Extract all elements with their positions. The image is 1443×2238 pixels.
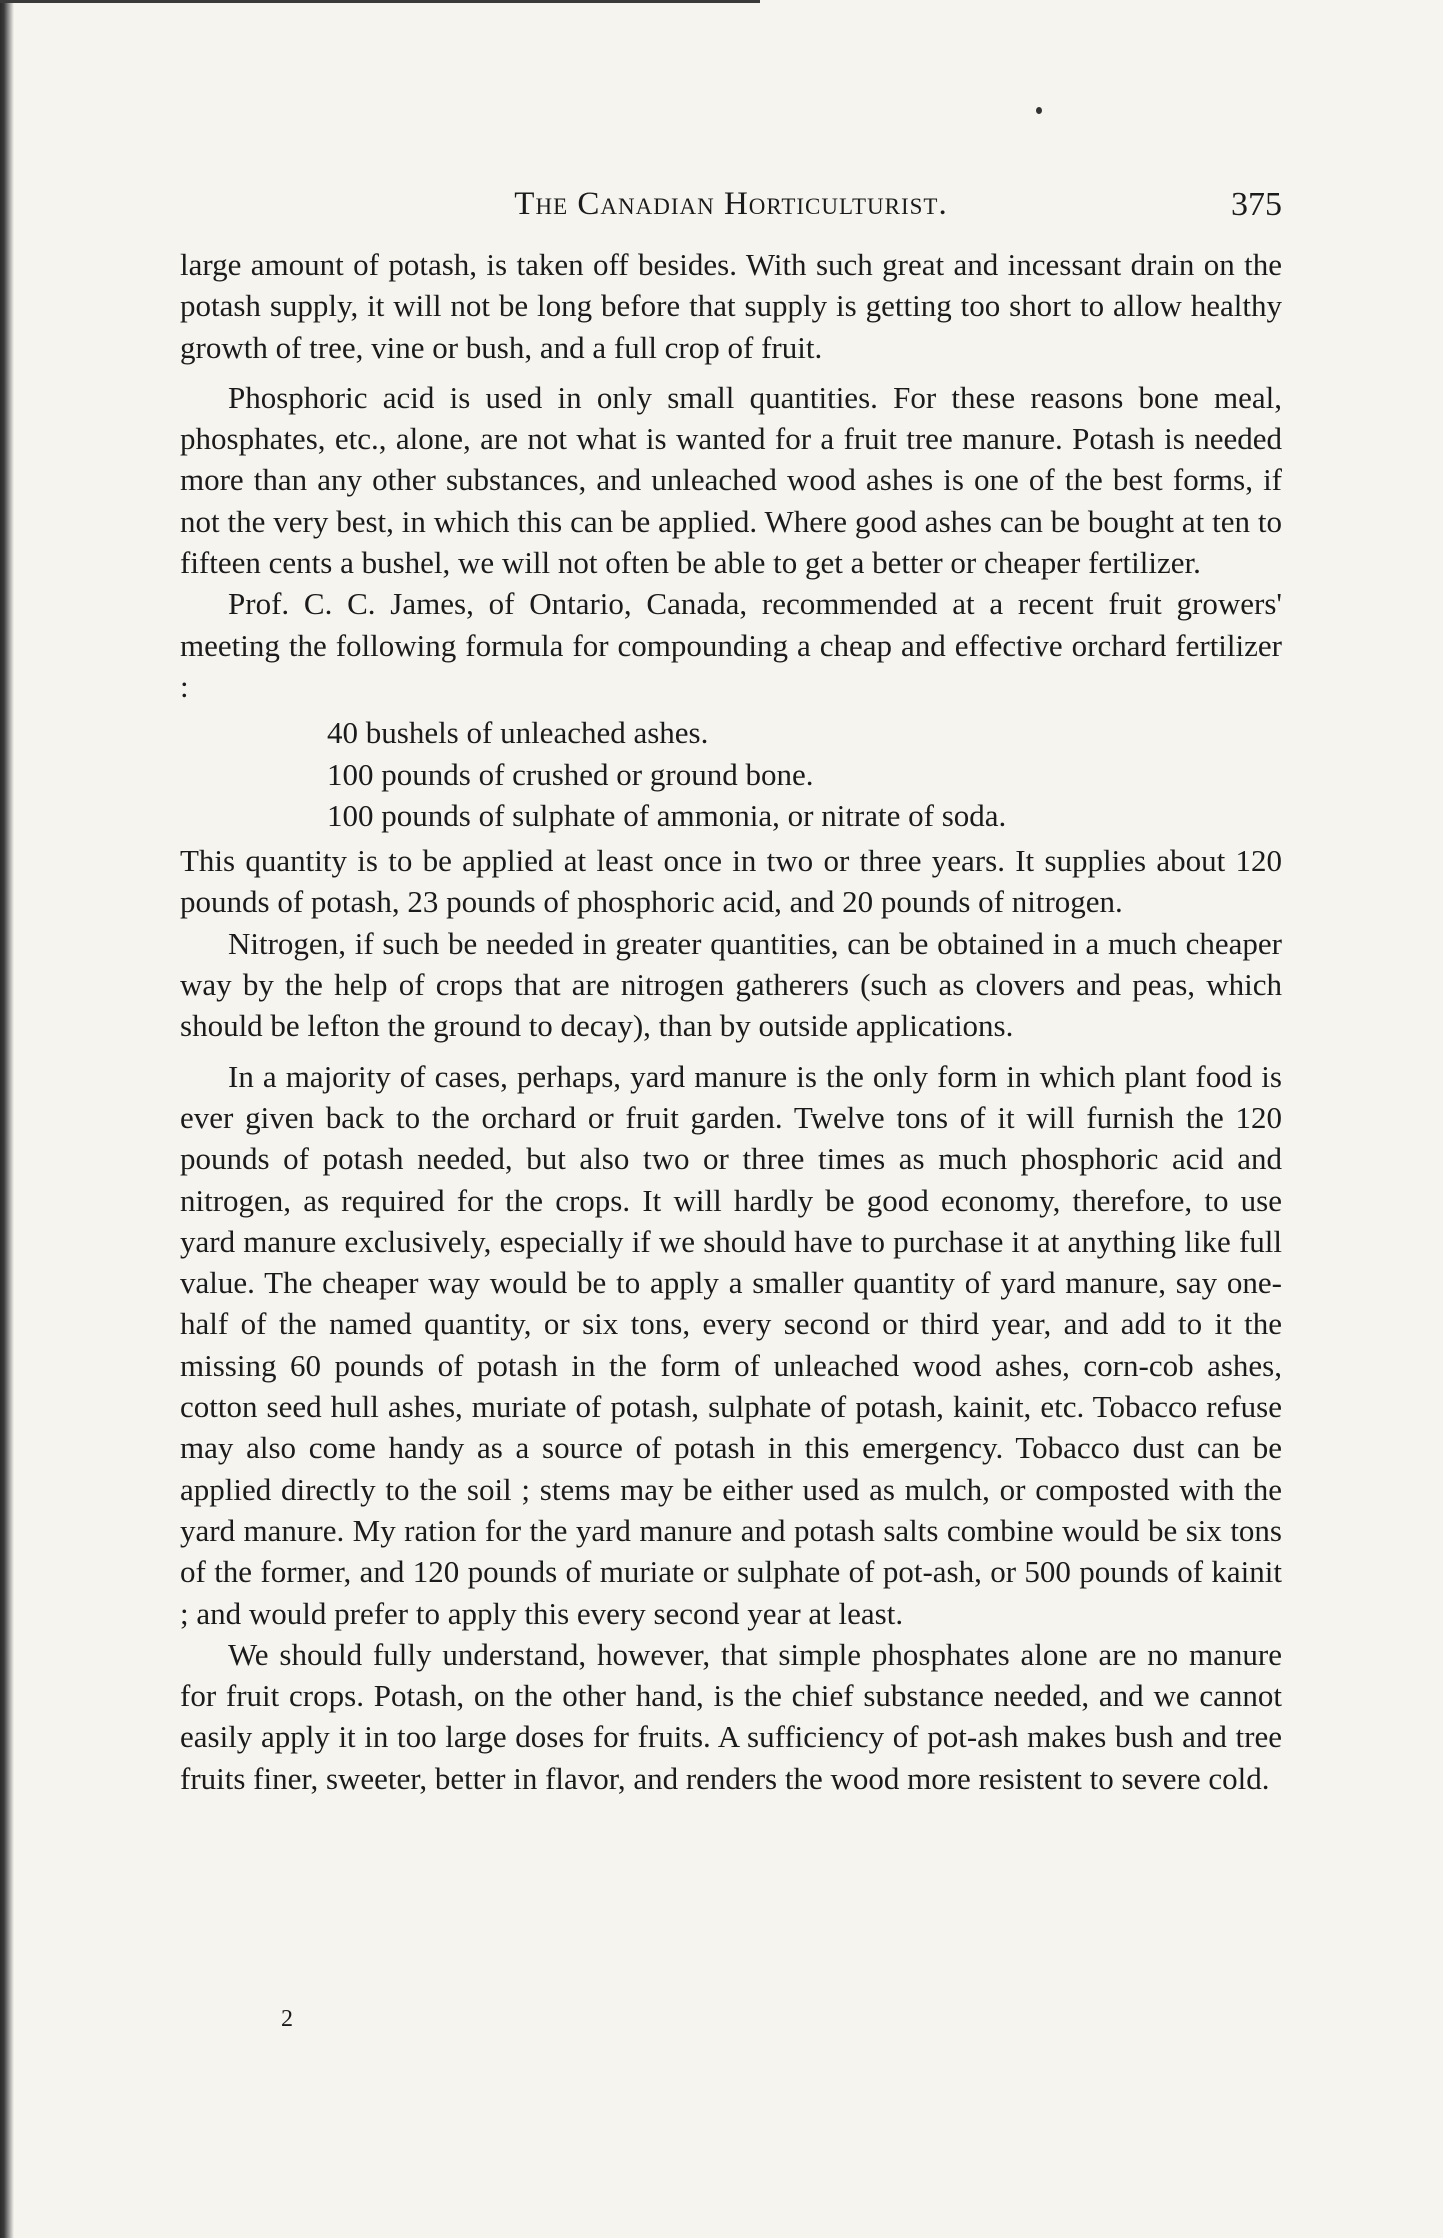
running-title: The Canadian Horticulturist. — [514, 186, 948, 222]
paragraph-potash: We should fully understand, however, that simple phosphates alone are no manure for fruit crops. Potash, on the other hand, is the chief substance needed, and we cannot easily apply it in too large doses for fruits. A sufficiency of pot-ash makes bush and tree fruits finer, sweeter, better in flavor, and renders the wood more resistent to severe cold. — [180, 1636, 1282, 1796]
fertilizer-formula — [180, 712, 1282, 836]
page-header — [180, 186, 1282, 230]
paragraph-nitrogen: Nitrogen, if such be needed in greater quantities, can be obtained in a much cheaper way by the help of crops that are nitrogen gatherers (such as clovers and peas, which should be lefton the ground to decay), than by outside applications. — [180, 925, 1282, 1044]
formula-line-ammonia: 100 pounds of sulphate of ammonia, or nitrate of soda. — [327, 797, 1007, 833]
formula-line-ashes: 40 bushels of unleached ashes. — [327, 715, 709, 751]
book-spine-shadow — [0, 0, 14, 2238]
signature-mark: 2 — [281, 2006, 293, 2032]
ink-speck — [1036, 107, 1042, 114]
paragraph-prof-james: Prof. C. C. James, of Ontario, Canada, recommended at a recent fruit growers' meeting the following formula for compounding a cheap and effective orchard fertilizer : — [180, 586, 1282, 704]
page-top-edge — [0, 0, 760, 3]
paragraph-phosphoric-acid: Phosphoric acid is used in only small quantities. For these reasons bone meal, phosphates, etc., alone, are not what is wanted for a fruit tree manure. Potash is needed more than any other substances, and unleached wood ashes is one of the best forms, if not the very best, in which this can be applied. Where good ashes can be bought at ten to fifteen cents a bushel, we will not often be able to get a better or cheaper fertilizer. — [180, 379, 1282, 581]
article-body — [180, 244, 1282, 1799]
formula-line-bone: 100 pounds of crushed or ground bone. — [327, 756, 814, 792]
page-number: 375 — [1231, 186, 1282, 223]
paragraph-quantity: This quantity is to be applied at least once in two or three years. It supplies about 120 pounds of potash, 23 pounds of phosphoric acid, and 20 pounds of nitrogen. — [180, 843, 1282, 920]
paragraph-yard-manure: In a majority of cases, perhaps, yard manure is the only form in which plant food is ever given back to the orchard or fruit garden. Twelve tons of it will furnish the 120 pounds of potash needed, but also two or three times as much phosphoric acid and nitrogen, as required for the crops. It will hardly be good economy, therefore, to use yard manure exclusively, especially if we should have to purchase it at anything like full value. The cheaper way would be to apply a smaller quantity of yard manure, say one-half of the named quantity, or six tons, every second or third year, and add to it the missing 60 pounds of potash in the form of unleached wood ashes, corn-cob ashes, cotton seed hull ashes, muriate of potash, sulphate of potash, kainit, etc. Tobacco refuse may also come handy as a source of potash in this emergency. Tobacco dust can be applied directly to the soil ; stems may be either used as mulch, or composted with the yard manure. My ration for the yard manure and potash salts combine would be six tons of the former, and 120 pounds of muriate or sulphate of pot-ash, or 500 pounds of kainit ; and would prefer to apply this every second year at least. — [180, 1058, 1282, 1631]
paragraph-continued: large amount of potash, is taken off besides. With such great and incessant drain on the potash supply, it will not be long before that supply is getting too short to allow healthy growth of tree, vine or bush, and a full crop of fruit. — [180, 247, 1282, 365]
